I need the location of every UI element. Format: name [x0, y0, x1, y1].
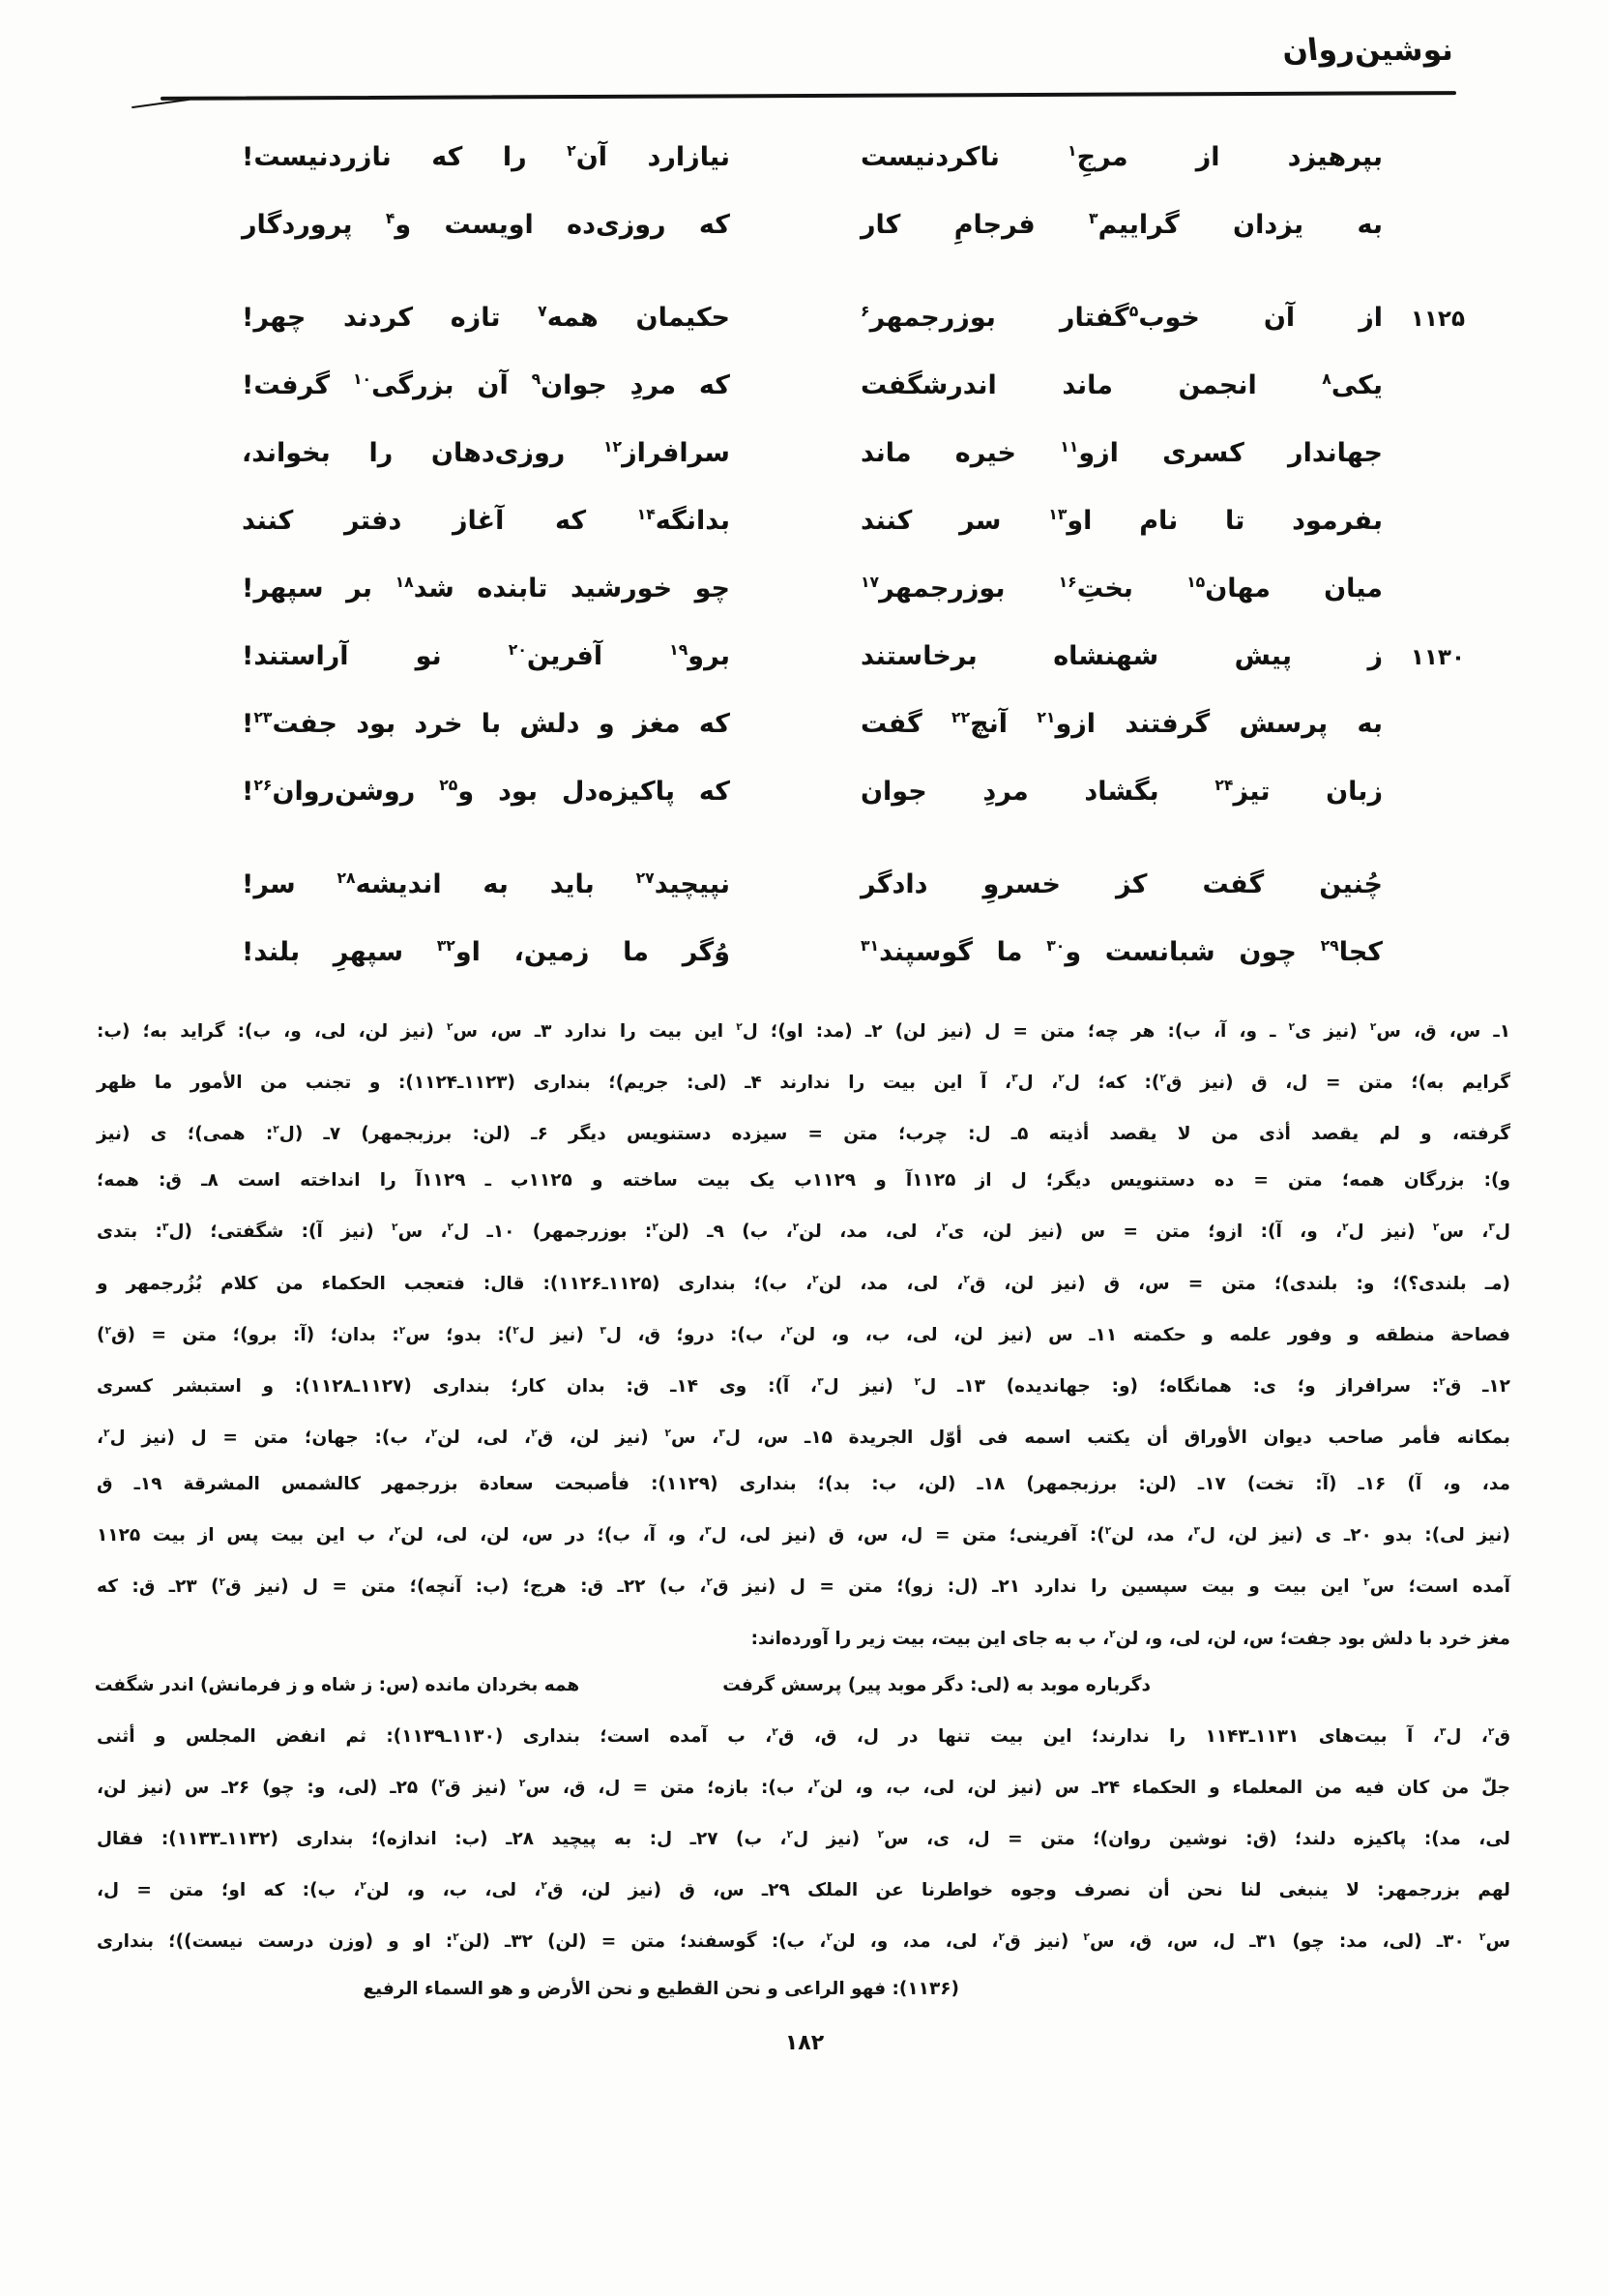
footnote-ref: ۲: [826, 1930, 833, 1944]
verse-row: [242, 437, 1465, 505]
footnote-ref: ۲: [1478, 1930, 1486, 1944]
footnote-ref: ۲: [786, 1323, 793, 1337]
footnote-ref: ۲: [512, 1323, 519, 1337]
footnote-ref: ۲: [813, 1776, 820, 1789]
apparatus-line: بمکانه فأمر صاحب دیوان الأوراق أن یکتب اسمه فی أوّل الجریدة ۱۵ـ س، ل$^۳$، س$^۲$ (نیز لن، ق$^۲$، لی، لن$^۲$، ب): جهان؛ متن = ل (نیز ل$^۲$،: [97, 1427, 1510, 1449]
footnote-ref: ۲: [447, 1221, 454, 1234]
apparatus-line: ۱۲ـ ق$^۲$: سرافراز و؛ ی: همانگاه؛ (و: جهاندیده) ۱۳ـ ل$^۲$ (نیز ل$^۳$، آ): وی ۱۴ـ ق: بدان کار؛ بنداری (۱۱۲۷ـ۱۱۲۸): و استبشر کسری: [97, 1374, 1510, 1398]
footnote-ref: ۲۴: [1214, 776, 1234, 794]
footnote-ref: ۲۶: [253, 776, 273, 794]
footnote-ref: ۲: [1487, 1724, 1495, 1738]
footnote-ref: ۲: [1439, 1374, 1446, 1388]
footnote-ref: ۲: [1432, 1221, 1440, 1234]
footnote-ref: ۹: [531, 369, 541, 388]
footnote-ref: ۳: [600, 1323, 606, 1337]
footnote-ref: ۲: [914, 1374, 922, 1388]
footnote-ref: ۳: [161, 1221, 169, 1234]
footnote-ref: ۲: [1369, 1020, 1377, 1033]
footnote-ref: ۳۱: [861, 936, 880, 955]
apparatus-line: (نیز لی): بدو ۲۰ـ ی (نیز لن، ل$^۳$، مد، لن$^۲$): آفرینی؛ متن = ل، س، ق (نیز لی، ل$^۳$، و، آ، ب)؛ در س، لن، لی، لن$^۲$، ب این بیت پس از بیت ۱۱۲۵: [97, 1524, 1510, 1546]
footnote-ref: ۲۸: [336, 868, 356, 887]
apparatus-line: جلّ من کان فیه من المعلماء و الحکماء ۲۴ـ س (نیز لن، لی، ب، و، لن$^۲$، ب): بازه؛ متن = ل، ق، س$^۲$ (نیز ق$^۲$) ۲۵ـ (لی، و: چو) ۲۶ـ س (نیز لن،: [97, 1776, 1510, 1799]
footnote-ref: ۴: [385, 209, 395, 227]
footnote-ref: ۲: [103, 1427, 110, 1440]
header-rule: [161, 91, 1456, 101]
hemistich-left: چو خورشید تابنده شد$^{۱۸}$ بر سپهر!: [242, 573, 730, 603]
footnote-ref: ۱۱: [1060, 437, 1079, 456]
footnote-ref: ۱۶: [1058, 573, 1077, 591]
footnote-ref: ۲: [453, 1930, 459, 1944]
footnote-ref: ۲۷: [635, 868, 655, 887]
footnote-ref: ۱۴: [636, 505, 656, 523]
footnote-ref: ۲: [736, 1020, 743, 1033]
running-header-title: نوشین‌روان: [1279, 33, 1454, 68]
footnote-ref: ۳۲: [436, 936, 455, 955]
footnote-ref: ۲۳: [253, 708, 273, 726]
footnote-ref: ۲: [1083, 1930, 1090, 1944]
verse-row: [242, 868, 1465, 936]
hemistich-left: بدانگه$^{۱۴}$ که آغاز دفتر کنند: [242, 505, 730, 536]
footnote-ref: ۸: [1322, 369, 1331, 388]
footnote-ref: ۳: [1193, 1524, 1200, 1538]
footnote-ref: ۲۲: [951, 708, 971, 726]
apparatus-line: لهم بزرجمهر: لا ینبغی لنا نحن أن نصرف وجوه خواطرنا عن الملک ۲۹ـ س، ق (نیز لن، ق$^۲$، لی، ب، و، لن$^۲$، ب): که او؛ متن = ل،: [97, 1879, 1510, 1901]
footnote-ref: ۲: [941, 1221, 949, 1234]
footnote-ref: ۱۸: [395, 573, 414, 591]
hemistich-left: وُگر ما زمین، او$^{۳۲}$ سپهرِ بلند!: [242, 936, 730, 967]
footnote-ref: ۲: [998, 1930, 1006, 1944]
verse-row: [242, 505, 1465, 573]
footnote-ref: ۷: [538, 302, 547, 320]
footnote-ref: ۲: [531, 1427, 538, 1440]
footnote-ref: ۲: [360, 1879, 366, 1893]
footnote-ref: ۳: [1488, 1221, 1495, 1234]
footnote-ref: ۳: [704, 1524, 712, 1538]
hemistich-right: از آن خوب$^۵$گفتار بوزرجمهر$^۶$: [861, 302, 1383, 333]
footnote-ref: ۲: [394, 1524, 401, 1538]
footnote-ref: ۲: [398, 1323, 406, 1337]
footnote-ref: ۲۵: [439, 776, 458, 794]
hemistich-left: که روزی‌ده اویست و$^۴$ پروردگار: [242, 209, 730, 240]
poem: [242, 141, 1465, 1004]
hemistich-left: برو$^{۱۹}$ آفرین$^{۲۰}$ نو آراستند!: [242, 640, 730, 671]
apparatus-line: لی، مد): پاکیزه دلند؛ (ق: نوشین روان)؛ متن = ل، ی، س$^۲$ (نیز ل$^۲$، ب) ۲۷ـ ل: به پیچید ۲۸ـ (ب: اندازه)؛ بنداری (۱۱۳۲ـ۱۱۳۳): فقال: [97, 1828, 1510, 1850]
footnote-ref: ۲: [518, 1776, 526, 1789]
verse-row: [242, 640, 1465, 708]
hemistich-right: یکی$^۸$ انجمن ماند اندرشگفت: [861, 369, 1383, 400]
hemistich-right: بپرهیزد از مرجِ$^۱$ ناکردنیست: [861, 141, 1384, 172]
hemistich-left: سرافراز$^{۱۲}$ روزی‌دهان را بخواند،: [242, 437, 730, 468]
footnote-ref: ۲۰: [508, 640, 527, 659]
footnote-ref: ۲: [786, 1828, 794, 1841]
footnote-ref: ۲: [812, 1272, 819, 1285]
footnote-ref: ۲: [706, 1575, 713, 1589]
verse-row: [242, 302, 1465, 369]
footnote-ref: ۵: [1128, 302, 1139, 320]
footnote-ref: ۲: [392, 1221, 398, 1234]
apparatus: [94, 1004, 1511, 2013]
verse-number: ۱۱۳۰: [1410, 645, 1465, 670]
apparatus-line: مد، و، آ) ۱۶ـ (آ: تخت) ۱۷ـ (لن: برزبجمهر) ۱۸ـ (لن، ب: بد)؛ بنداری (۱۱۲۹): فأصبحت سعادة بزرجمهر کالشمس المشرقة ۱۹ـ ق: [97, 1474, 1510, 1495]
footnote-ref: ۶: [861, 302, 870, 320]
verse-number: ۱۱۲۵: [1410, 307, 1465, 332]
footnote-ref: ۲: [1104, 1524, 1112, 1538]
apparatus-line: آمده است؛ س$^۲$ این بیت و بیت سپسین را ندارد ۲۱ـ (ل: زو)؛ متن = ل (نیز ق$^۲$، ب) ۲۲ـ ق: هرج؛ (ب: آنچه)؛ متن = ل (نیز ق$^۲$) ۲۳ـ ق: که: [97, 1575, 1510, 1598]
hemistich-right: کجا$^{۲۹}$ چون شبانست و$^{۳۰}$ ما گوسپند$^{۳۱}$: [861, 936, 1383, 967]
footnote-ref: ۲: [446, 1020, 453, 1033]
hemistich-right: زبان تیز$^{۲۴}$ بگشاد مردِ جوان: [861, 776, 1383, 807]
footnote-ref: ۲: [438, 1776, 446, 1789]
footnote-ref: ۲: [1159, 1072, 1166, 1085]
footnote-ref: ۲: [963, 1272, 970, 1285]
hemistich-left: که مردِ جوان$^۹$ آن بزرگی$^{۱۰}$ گرفت!: [242, 369, 730, 400]
footnote-ref: ۲: [664, 1427, 672, 1440]
apparatus-line: (۱۱۳۶): فهو الراعی و نحن القطیع و نحن الأرض و هو السماء الرفیع: [363, 1978, 959, 1999]
apparatus-line: گرفته، و لم یقصد أذی من لا یقصد أذیته ۵ـ ل: چرب؛ متن = سیزده دستنویس دیگر ۶ـ (لن: برزبجمهر) ۷ـ (ل$^۲$: همی)؛ ی (نیز: [97, 1123, 1510, 1145]
verse-row: [242, 141, 1465, 209]
apparatus-line: (مـ بلندی؟)؛ و: بلندی)؛ متن = س، ق (نیز لن، ق$^۲$، لی، مد، لن$^۲$، ب)؛ بنداری (۱۱۲۵ـ۱۱۲۶): قال: فتعجب الحکماء من کلام بُزُرجمهر و: [97, 1272, 1511, 1294]
hemistich-left: نپیچید$^{۲۷}$ باید به اندیشه$^{۲۸}$ سر!: [242, 868, 731, 899]
footnote-ref: ۱۹: [669, 640, 688, 659]
apparatus-line: ق$^۲$، ل$^۳$، آ بیت‌های ۱۱۳۱ـ۱۱۴۳ را ندارند؛ این بیت تنها در ل، ق، ق$^۲$، ب آمده است؛ بنداری (۱۱۳۰ـ۱۱۳۹): ثم انفض المجلس و أثنی: [97, 1724, 1510, 1747]
footnote-ref: ۱: [1068, 141, 1077, 160]
verse-row: [242, 573, 1465, 640]
hemistich-left: نیازارد آن$^۲$ را که نازردنیست!: [242, 141, 730, 172]
footnote-ref: ۳: [817, 1374, 824, 1388]
apparatus-line: فصاحة منطقه و وفور علمه و حکمته ۱۱ـ س (نیز لن، لی، ب، و، لن$^۲$، ب): درو؛ ق، ل$^۳$ (نیز ل$^۲$): بدو؛ س$^۲$: بدان؛ (آ: برو)؛ متن = (ق$^۲$): [97, 1323, 1511, 1345]
hemistich-right: بفرمود تا نام او$^{۱۳}$ سر کنند: [861, 505, 1383, 536]
footnote-ref: ۱۰: [352, 369, 372, 388]
footnote-ref: ۲: [104, 1323, 112, 1337]
footnote-ref: ۳: [718, 1427, 725, 1440]
footnote-ref: ۳۰: [1046, 936, 1066, 955]
verse-row: [242, 209, 1465, 277]
variant-hemistich-right: دگرباره موبد به (لی: دگر موبد پیر) پرسش گرفت: [722, 1674, 1151, 1695]
apparatus-line: ل$^۳$، س$^۲$ (نیز ل$^۲$، و، آ): ازو؛ متن = س (نیز لن، ی$^۲$، لی، مد، لن$^۲$، ب) ۹ـ (لن$^۲$: بوزرجمهر) ۱۰ـ ل$^۲$، س$^۲$ (نیز آ): شگفتی؛ (ل$^۳$: بتدی: [97, 1221, 1511, 1243]
footnote-ref: ۲: [772, 1724, 778, 1738]
hemistich-right: به یزدان گراییم$^۳$ فرجامِ کار: [861, 209, 1383, 240]
hemistich-left: حکیمان همه$^۷$ تازه کردند چهر!: [242, 302, 730, 333]
footnote-ref: ۱۳: [1048, 505, 1068, 523]
apparatus-line: س$^۲$ ۳۰ـ (لی، مد: چو) ۳۱ـ ل، س، ق، س$^۲$ (نیز ق$^۲$، لی، مد، و، لن$^۲$، ب): گوسفند؛ متن = (لن) ۳۲ـ (لن$^۲$: او و (وزن درست نیست))؛ بنداری: [97, 1930, 1510, 1953]
footnote-ref: ۲: [567, 141, 576, 160]
footnote-ref: ۲: [1058, 1072, 1065, 1085]
apparatus-line: ۱ـ س، ق، س$^۲$ (نیز ی$^۲$ ـ و، آ، ب): هر چه؛ متن = ل (نیز لن) ۲ـ (مد: او)؛ ل$^۲$ این بیت را ندارد ۳ـ س، س$^۲$ (نیز لن، لی، و، ب): گراید به؛ (ب:: [97, 1020, 1510, 1043]
verse-row: [242, 776, 1465, 843]
hemistich-right: ز پیش شهنشاه برخاستند: [861, 641, 1383, 671]
footnote-ref: ۲: [219, 1575, 226, 1589]
footnote-ref: ۳: [1439, 1724, 1447, 1738]
footnote-ref: ۱۲: [602, 437, 623, 456]
apparatus-line: مغز خرد با دلش بود جفت؛ س، لن، لی، و، لن$^۲$، ب به جای این بیت، بیت زیر را آورده‌اند:: [750, 1627, 1510, 1649]
footnote-ref: ۲: [652, 1221, 658, 1234]
footnote-ref: ۲: [1109, 1627, 1116, 1640]
footnote-ref: ۲: [1342, 1221, 1349, 1234]
footnote-ref: ۲: [541, 1879, 547, 1893]
footnote-ref: ۲۱: [1037, 708, 1056, 726]
apparatus-line: و): بزرگان همه؛ متن = ده دستنویس دیگر؛ ل از ۱۱۲۵آ و ۱۱۲۹ب یک بیت ساخته و ۱۱۲۵ب ـ ۱۱۲۹آ را انداخته است ۸ـ ق: همه؛: [97, 1170, 1510, 1192]
footnote-ref: ۲: [273, 1123, 279, 1136]
page-number: ۱۸۲: [784, 2031, 825, 2055]
verse-row: [242, 708, 1465, 776]
hemistich-right: جهاندار کسری ازو$^{۱۱}$ خیره ماند: [861, 437, 1383, 468]
hemistich-left: که پاکیزه‌دل بود و$^{۲۵}$ روشن‌روان$^{۲۶}$!: [242, 776, 731, 807]
footnote-ref: ۳: [1089, 209, 1098, 227]
verse-row: [242, 369, 1465, 437]
hemistich-right: میان مهان$^{۱۵}$ بختِ$^{۱۶}$ بوزرجمهر$^{۱۷}$: [861, 573, 1383, 603]
apparatus-line: گرایم به)؛ متن = ل، ق (نیز ق$^۲$): که؛ ل$^۲$، ل$^۳$، آ این بیت را ندارند ۴ـ (لی: جریم)؛ بنداری (۱۱۲۳ـ۱۱۲۴): و تجنب من الأمور ما ظهر: [97, 1072, 1510, 1094]
footnote-ref: ۲۹: [1320, 936, 1339, 955]
footnote-ref: ۳: [1011, 1072, 1018, 1085]
footnote-ref: ۲: [1288, 1020, 1296, 1033]
hemistich-right: به پرسش گرفتند ازو$^{۲۱}$ آنچ$^{۲۲}$ گفت: [861, 708, 1383, 739]
footnote-ref: ۱۷: [861, 573, 880, 591]
variant-hemistich-left: همه بخردان مانده (س: ز شاه و ز فرمانش) اندر شگفت: [94, 1674, 580, 1695]
footnote-ref: ۲: [877, 1828, 885, 1841]
verse-row: [242, 936, 1465, 1004]
hemistich-left: که مغز و دلش با خرد بود جفت$^{۲۳}$!: [242, 708, 730, 739]
footnote-ref: ۲: [430, 1427, 438, 1440]
apparatus-variant-couplet: [94, 1663, 1510, 1709]
hemistich-right: چُنین گفت کز خسروِ دادگر: [861, 869, 1383, 899]
footnote-ref: ۲: [1363, 1575, 1370, 1589]
footnote-ref: ۱۵: [1186, 573, 1206, 591]
footnote-ref: ۲: [792, 1221, 800, 1234]
